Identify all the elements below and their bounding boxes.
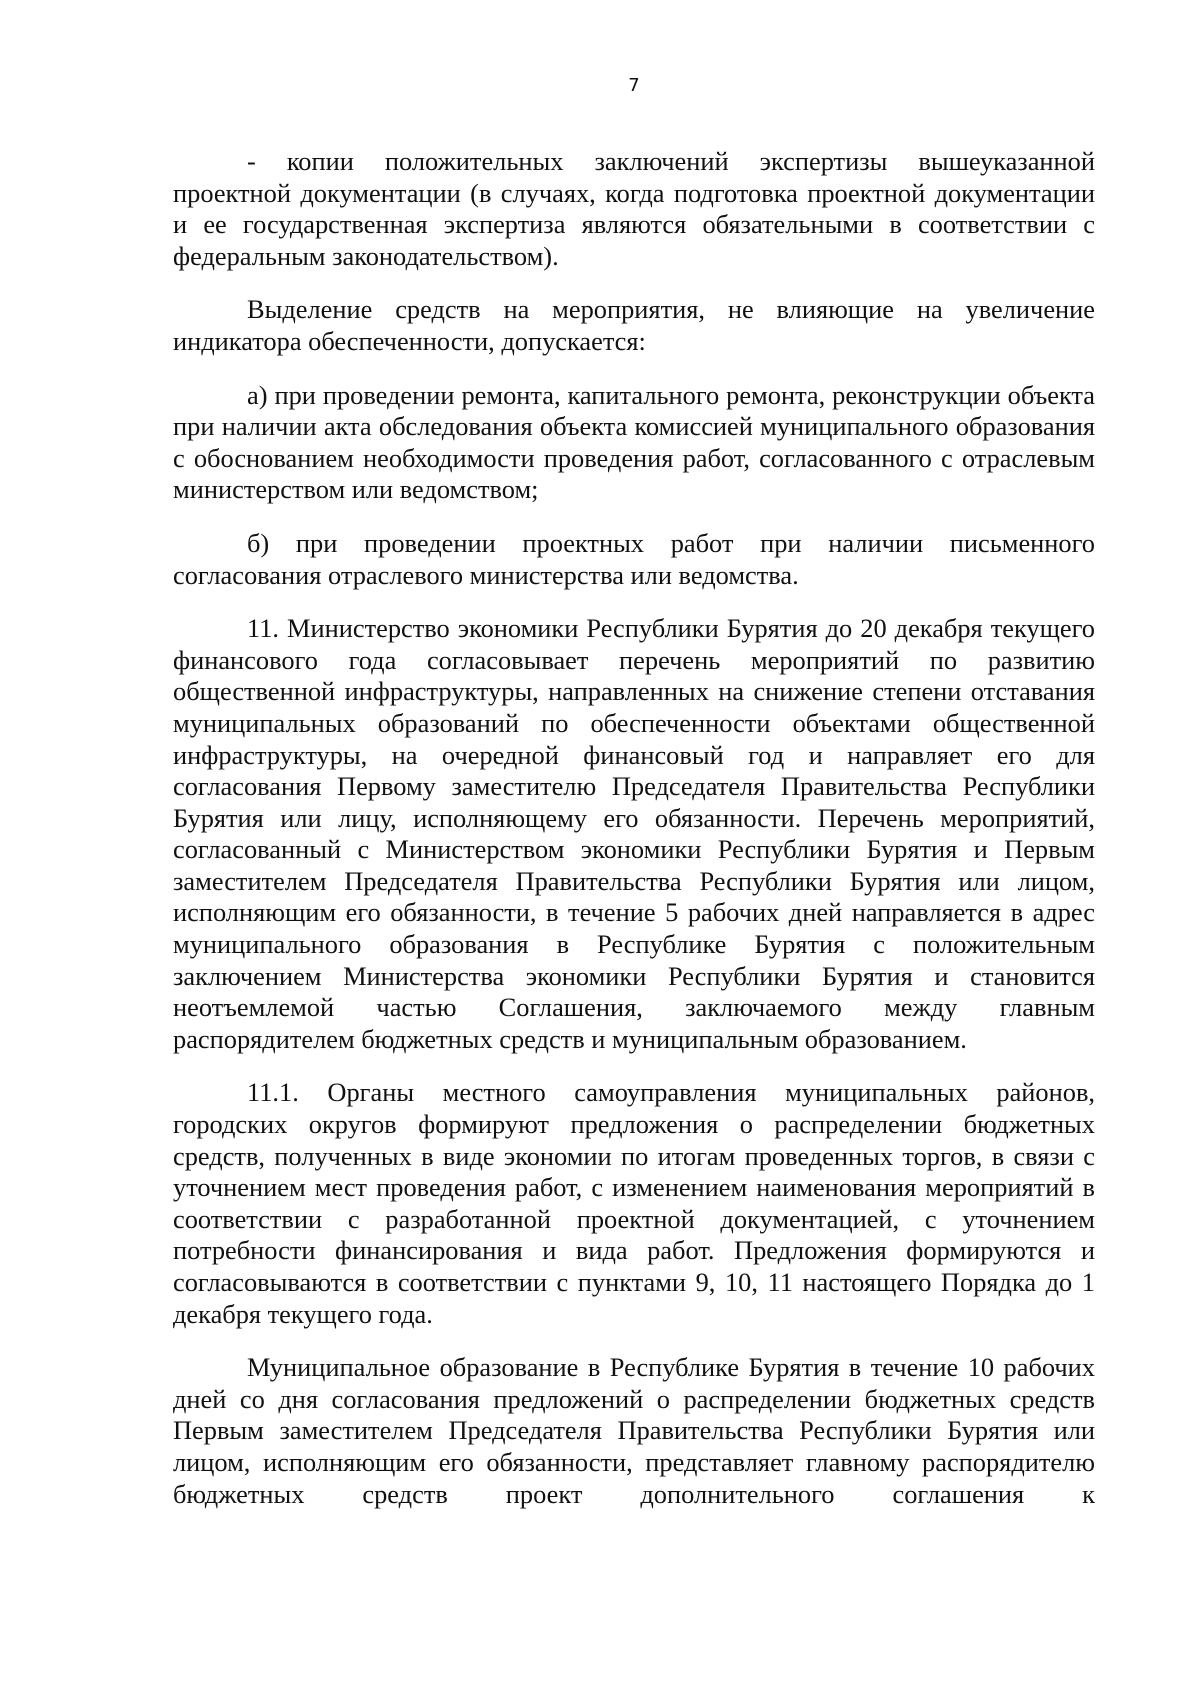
paragraph-item-a: а) при проведении ремонта, капитального ремонта, реконструкции объекта при наличии акта обследования объекта комиссией муниципального образования с обоснованием необходимости проведения работ, согласованного с отраслевым министерством или ведомством; bbox=[173, 379, 1095, 505]
page-number: 7 bbox=[628, 75, 640, 96]
paragraph-section-11: 11. Министерство экономики Республики Бурятия до 20 декабря текущего финансового года согласовывает перечень мероприятий по развитию общественной инфраструктуры, направленных на снижение степени отставания муниципальных образований по обеспеченности объектами общественной инфраструктуры, на очередной финансовый год и направляет его для согласования Первому заместителю Председателя Правительства Республики Бурятия или лицу, исполняющему его обязанности. Перечень мероприятий, согласованный с Министерством экономики Республики Бурятия и Первым заместителем Председателя Правительства Республики Бурятия или лицом, исполняющим его обязанности, в течение 5 рабочих дней направляется в адрес муниципального образования в Республике Бурятия с положительным заключением Министерства экономики Республики Бурятия и становится неотъемлемой частью Соглашения, заключаемого между главным распорядителем бюджетных средств и муниципальным образованием. bbox=[173, 613, 1095, 1054]
document-body bbox=[173, 146, 1095, 1510]
paragraph-item-b: б) при проведении проектных работ при наличии письменного согласования отраслевого министерства или ведомства. bbox=[173, 527, 1095, 590]
paragraph-section-11-1: 11.1. Органы местного самоуправления муниципальных районов, городских округов формируют предложения о распределении бюджетных средств, полученных в виде экономии по итогам проведенных торгов, в связи с уточнением мест проведения работ, с изменением наименования мероприятий в соответствии с разработанной проектной документацией, с уточнением потребности финансирования и вида работ. Предложения формируются и согласовываются в соответствии с пунктами 9, 10, 11 настоящего Порядка до 1 декабря текущего года. bbox=[173, 1077, 1095, 1329]
paragraph-funds-allocation: Выделение средств на мероприятия, не влияющие на увеличение индикатора обеспеченности, допускается: bbox=[173, 294, 1095, 356]
paragraph-expertise-copies: - копии положительных заключений экспертизы вышеуказанной проектной документации (в случаях, когда подготовка проектной документации и ее государственная экспертиза являются обязательными в соответствии с федеральным законодательством). bbox=[173, 146, 1095, 271]
paragraph-municipal-submission: Муниципальное образование в Республике Бурятия в течение 10 рабочих дней со дня согласования предложений о распределении бюджетных средств Первым заместителем Председателя Правительства Республики Бурятия или лицом, исполняющим его обязанности, представляет главному распорядителю бюджетных средств проект дополнительного соглашения к bbox=[173, 1352, 1095, 1509]
